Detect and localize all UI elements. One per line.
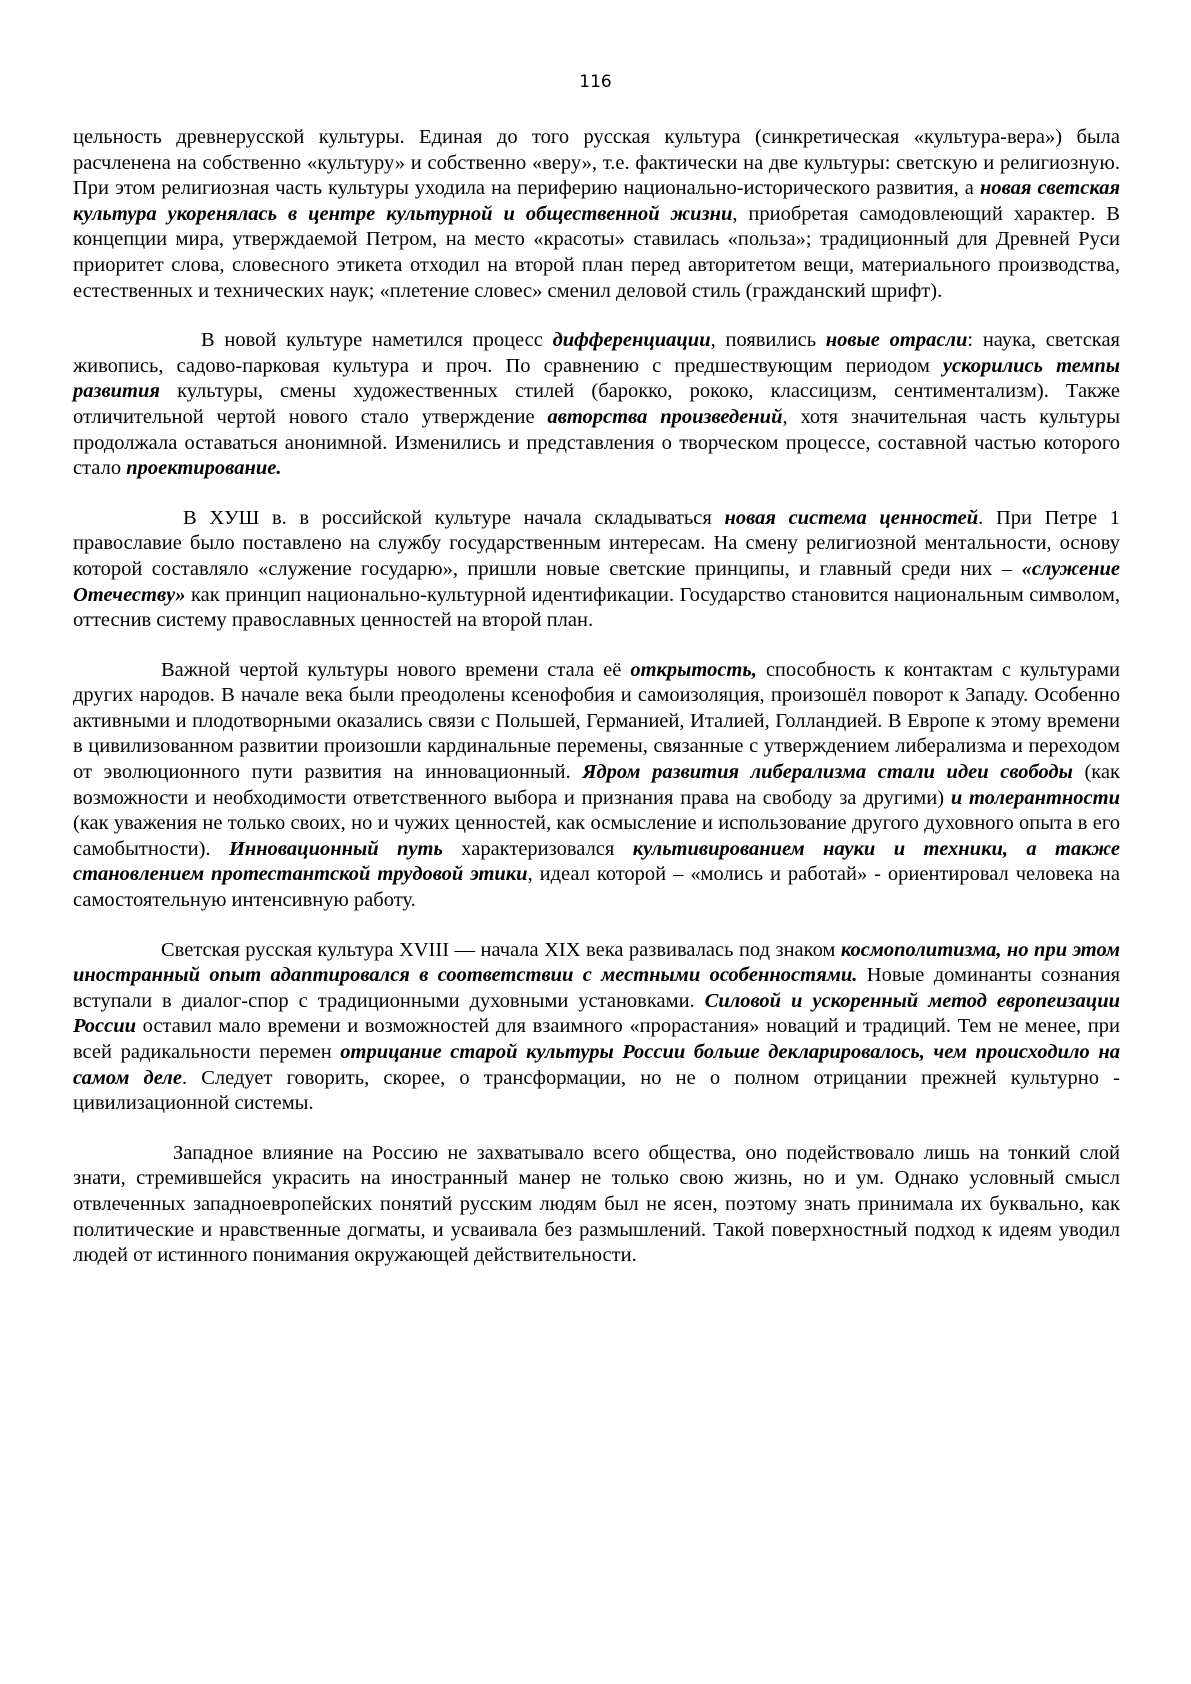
emphasis-text: проектирование. — [126, 457, 282, 480]
emphasis-text: Инновационный путь — [228, 837, 443, 860]
paragraph-text: (как возможности и необходимости ответственного выбора и признания права на свободу за другими) — [73, 761, 1120, 809]
emphasis-text: отрицание старой культуры России больше декларировалось, чем происходило на самом деле — [73, 1041, 1120, 1089]
emphasis-text: культивированием науки и техники, а также становлением протестантской трудовой этики — [73, 837, 1120, 886]
emphasis-text: дифференциации — [552, 329, 711, 352]
emphasis-text: космополитизма, но при этом иностранный опыт адаптировался в соответствии с местными особенностями. — [73, 938, 1120, 987]
paragraph-text: культуры, смены художественных стилей (барокко, рококо, классицизм, сентиментализм). Также отличительной чертой нового стало утверждение — [73, 380, 1120, 428]
paragraph-text: характеризовался — [442, 837, 633, 860]
paragraph-text: : наука, светская живопись, садово-парковая культура и проч. По сравнению с предшествующим периодом — [73, 329, 1120, 377]
paragraph — [73, 328, 1120, 482]
paragraph-text: Светская русская культура XVIII — начала XIX века развивалась под знаком — [161, 938, 841, 961]
paragraph — [73, 506, 1120, 634]
document-body — [73, 125, 1120, 1269]
emphasis-text: ускорились темпы развития — [73, 354, 1121, 403]
paragraph — [73, 658, 1120, 914]
emphasis-text: новая светская культура укоренялась в центре культурной и общественной жизни — [73, 177, 1121, 225]
page-number: 116 — [579, 72, 612, 92]
paragraph-text: как принцип национально-культурной идентификации. Государство становится национальным символом, оттеснив систему православных ценностей на второй план. — [73, 583, 1120, 632]
paragraph-text: способность к контактам с культурами других народов. В начале века были преодолены ксенофобия и самоизоляция, произошёл поворот к Западу. Особенно активными и плодотворными оказались связи с Польшей, Германией, Италией, Голландией. В Европе к этому времени в цивилизованном развитии произошли кардинальные перемены, связанные с утверждением либерализма и переходом от эволюционного пути развития на инновационный. — [73, 658, 1120, 784]
emphasis-text: авторства произведений — [547, 405, 783, 428]
emphasis-text: «служение Отечеству» — [73, 557, 1120, 606]
emphasis-text: новые отрасли — [825, 329, 968, 352]
paragraph-text: оставил мало времени и возможностей для взаимного «прорастания» новаций и традиций. Тем не менее, при всей радикальности перемен — [73, 1015, 1120, 1063]
paragraph-text: цельность древнерусской культуры. Единая до того русская культура (синкретическая «культура-вера») была расчленена на собственно «культуру» и собственно «веру», т.е. фактически на две культуры: светскую и религиозную. При этом религиозная часть культуры уходила на периферию национально-исторического развития, а — [73, 126, 1120, 200]
paragraph-text: В ХУШ в. в российской культуре начала складываться — [183, 506, 725, 529]
emphasis-text: открытость, — [630, 658, 757, 681]
paragraph-text: , идеал которой – «молись и работай» - ориентировал человека на самостоятельную интенсивную работу. — [73, 863, 1120, 912]
paragraph-text: . Следует говорить, скорее, о трансформации, но не о полном отрицании прежней культурно - цивилизационной системы. — [73, 1066, 1120, 1115]
paragraph-text: В новой культуре наметился процесс — [201, 329, 553, 352]
emphasis-text: и толерантности — [950, 786, 1120, 809]
paragraph — [73, 1141, 1120, 1269]
paragraph-text: Важной чертой культуры нового времени стала её — [161, 658, 631, 681]
paragraph-text: , появились — [710, 329, 826, 352]
paragraph — [73, 938, 1120, 1117]
paragraph-text: Новые доминанты сознания вступали в диалог-спор с традиционными духовными установками. — [73, 964, 1121, 1012]
paragraph-text: , приобретая самодовлеющий характер. В концепции мира, утверждаемой Петром, на место «красоты» ставилась «польза»; традиционный для Древней Руси приоритет слова, словесного этикета отходил на второй план перед авторитетом вещи, материального производства, естественных и технических наук; «плетение словес» сменил деловой стиль (гражданский шрифт). — [73, 202, 1120, 302]
paragraph — [73, 125, 1120, 304]
emphasis-text: Силовой и ускоренный метод европеизации России — [73, 989, 1120, 1038]
paragraph-text: . При Петре 1 православие было поставлено на службу государственным интересам. На смену религиозной ментальности, основу которой составляло «служение государю», пришли новые светские принципы, и главный среди них – — [73, 506, 1120, 580]
paragraph-text: (как уважения не только своих, но и чужих ценностей, как осмысление и использование другого духовного опыта в его самобытности). — [73, 812, 1120, 860]
paragraph-text: , хотя значительная часть культуры продолжала оставаться анонимной. Изменились и представления о творческом процессе, составной частью которого стало — [73, 405, 1120, 480]
paragraph-text: Западное влияние на Россию не захватывало всего общества, оно подействовало лишь на тонкий слой знати, стремившейся украсить на иностранный манер не только свою жизнь, но и ум. Однако условный смысл отвлеченных западноевропейских понятий русским людям был не ясен, поэтому знать принимала их буквально, как политические и нравственные догматы, и усваивала без размышлений. Такой поверхностный подход к идеям уводил людей от истинного понимания окружающей действительности. — [73, 1141, 1120, 1267]
emphasis-text: новая система ценностей — [724, 506, 979, 529]
emphasis-text: Ядром развития либерализма стали идеи свободы — [582, 761, 1073, 784]
